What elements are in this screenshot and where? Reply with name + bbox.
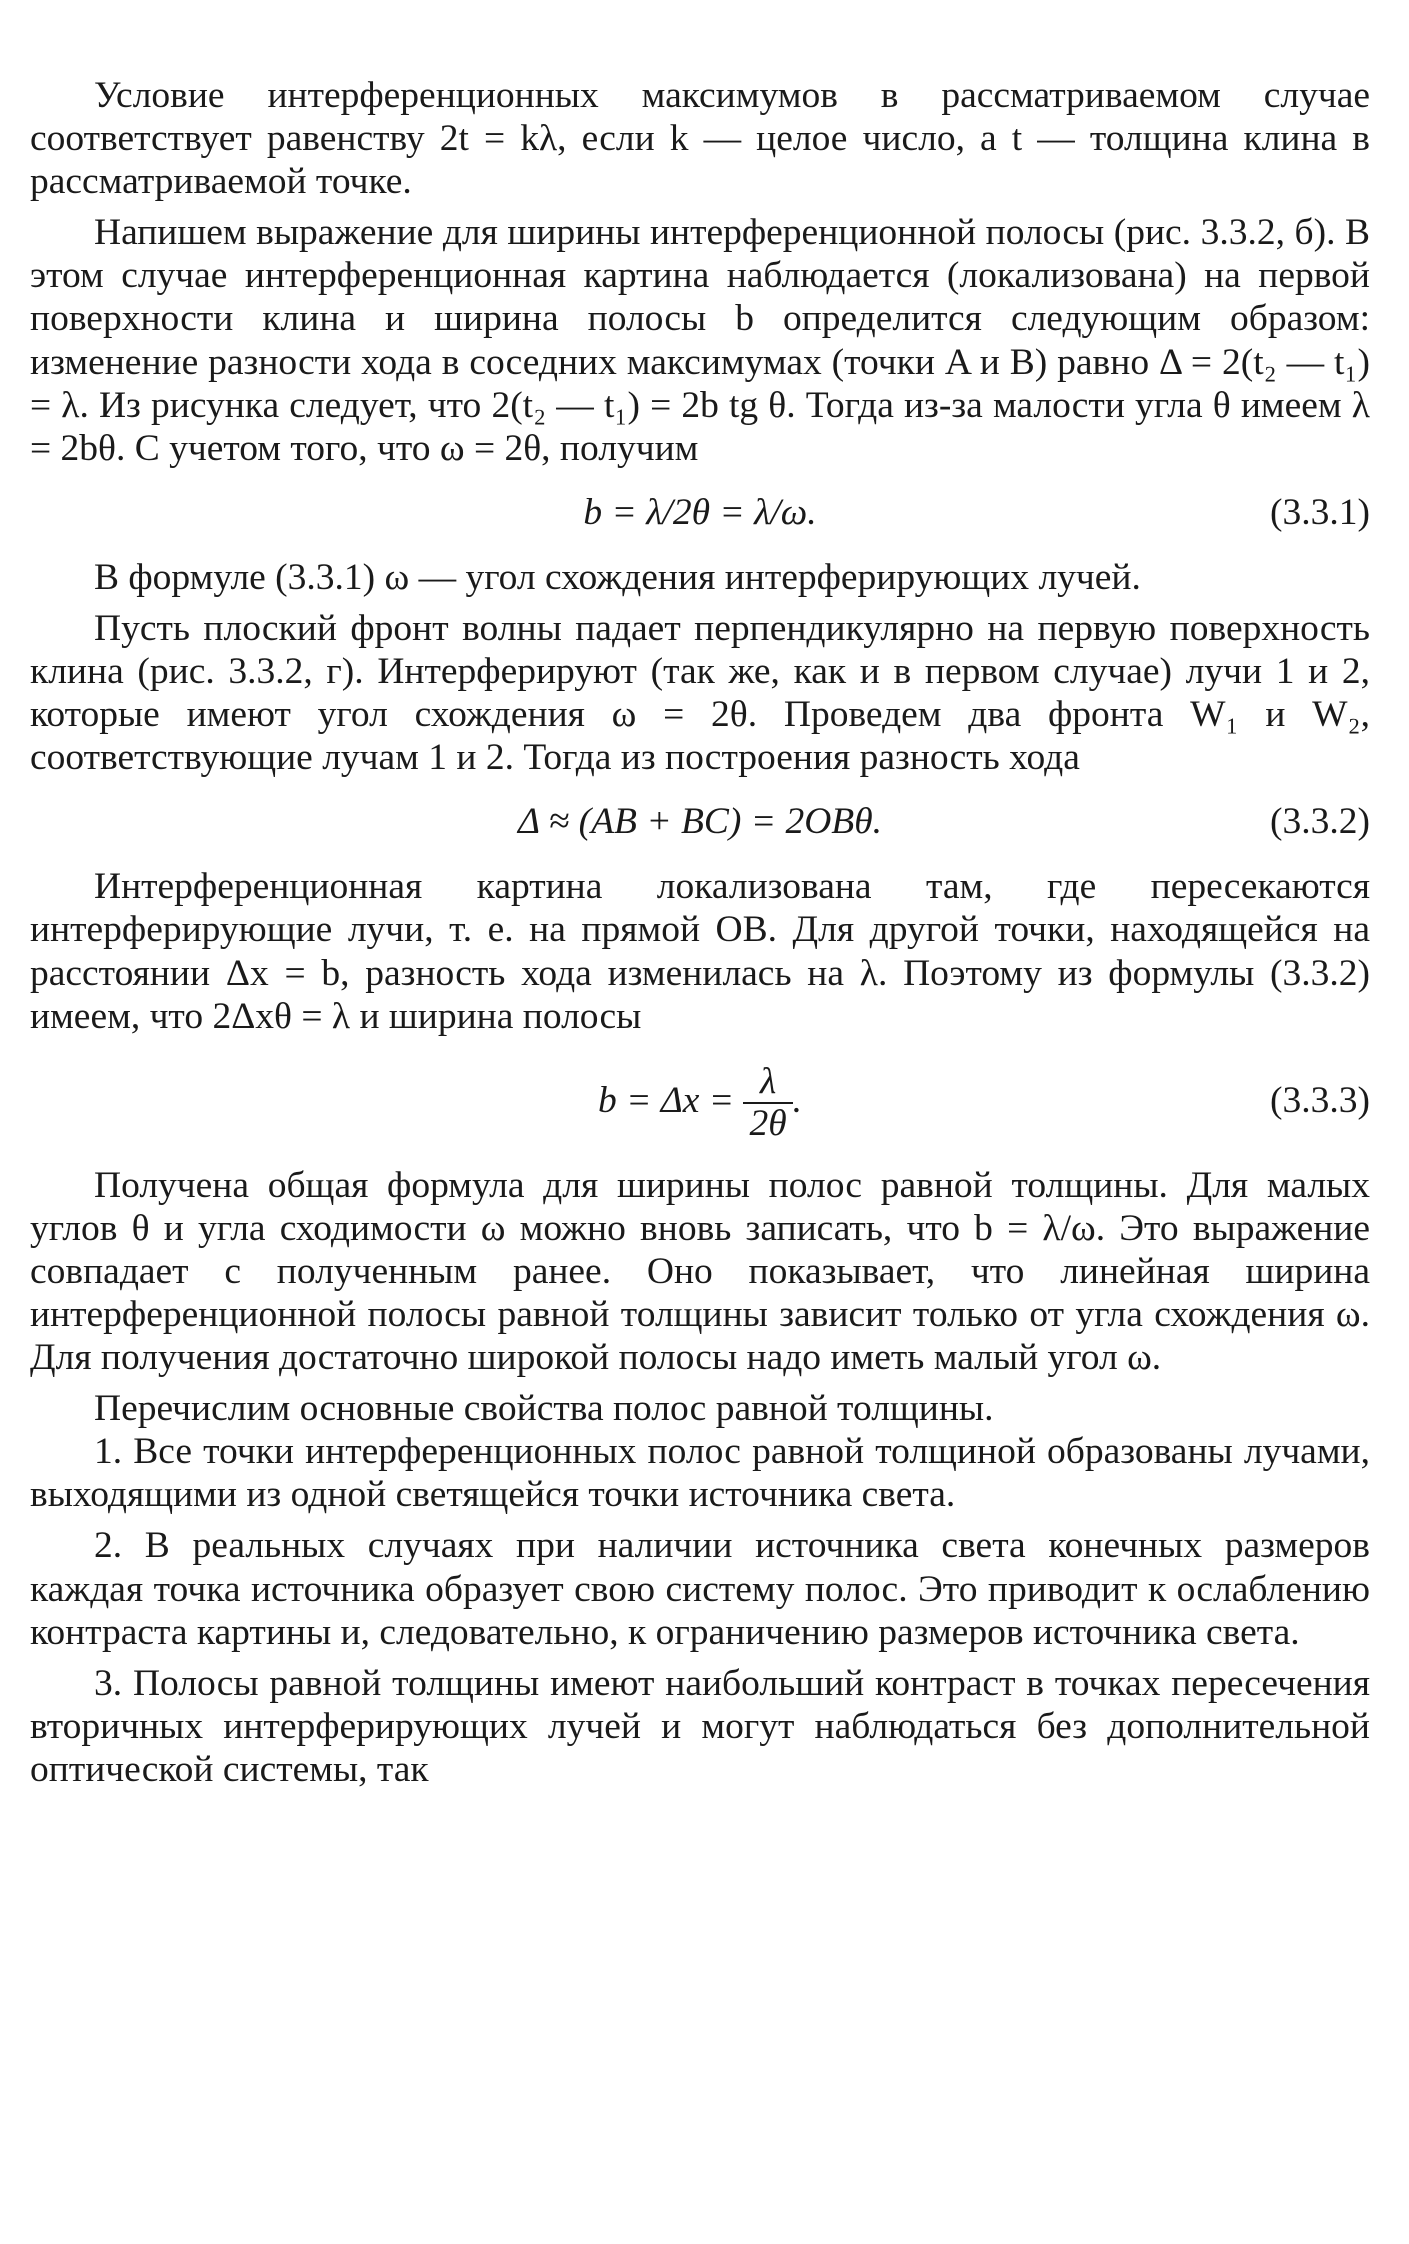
list-item-property-2: 2. В реальных случаях при наличии источника света конечных размеров каждая точка источника образует свою систему полос. Это приводит к ослаблению контраста картины и, следовательно, к ограничению размеров источника света. bbox=[30, 1525, 1370, 1653]
paragraph-convergence-angle: В формуле (3.3.1) ω — угол схождения интерферирующих лучей. bbox=[94, 556, 1141, 598]
equation-number: (3.3.3) bbox=[1270, 1079, 1370, 1121]
equation-number: (3.3.1) bbox=[1270, 491, 1370, 533]
fraction-denominator: 2θ bbox=[749, 1103, 787, 1145]
equation-tail: . bbox=[792, 1079, 803, 1121]
equation-3-3-3 bbox=[30, 1046, 1370, 1156]
paragraph-interference-maxima: Условие интерференционных максимумов в рассматриваемом случае соответствует равенству 2t = kλ, если k — целое число, а t — толщина клина в рассматриваемой точке. bbox=[30, 75, 1370, 203]
paragraph-fringe-width: Напишем выражение для ширины интерференционной полосы (рис. 3.3.2, б). В этом случае интерференционная картина наблюдается (локализована) на первой поверхности клина и ширина полосы b определится следующим образом: изменение разности хода в соседних максимумах (точки A и B) равно Δ = 2(t₂ — t₁) = λ. Из рисунка следует, что 2(t₂ — t₁) = 2b tg θ. Тогда из-за малости угла θ имеем λ = 2bθ. С учетом того, что ω = 2θ, получим bbox=[30, 212, 1370, 469]
equation-number: (3.3.2) bbox=[1270, 801, 1370, 843]
equation-formula: b = λ/2θ = λ/ω. bbox=[583, 491, 817, 533]
paragraph-properties-intro: Перечислим основные свойства полос равной толщины. bbox=[94, 1388, 994, 1430]
list-item-property-3: 3. Полосы равной толщины имеют наибольший контраст в точках пересечения вторичных интерферирующих лучей и могут наблюдаться без дополнительной оптической системы, так bbox=[30, 1662, 1370, 1790]
paragraph-plane-wavefront: Пусть плоский фронт волны падает перпендикулярно на первую поверхность клина (рис. 3.3.2, г). Интерферируют (так же, как и в первом случае) лучи 1 и 2, которые имеют угол схождения ω = 2θ. Проведем два фронта W₁ и W₂, соответствующие лучам 1 и 2. Тогда из построения разность хода bbox=[30, 607, 1370, 779]
paragraph-general-formula: Получена общая формула для ширины полос равной толщины. Для малых углов θ и угла сходимости ω можно вновь записать, что b = λ/ω. Это выражение совпадает с полученным ранее. Оно показывает, что линейная ширина интерференционной полосы равной толщины зависит только от угла схождения ω. Для получения достаточно широкой полосы надо иметь малый угол ω. bbox=[30, 1164, 1370, 1379]
equation-formula: Δ ≈ (AB + BC) = 2OBθ. bbox=[517, 801, 882, 843]
equation-3-3-2 bbox=[30, 779, 1370, 865]
fraction-numerator: λ bbox=[743, 1062, 792, 1104]
page-body bbox=[30, 74, 1370, 1791]
paragraph-localization: Интерференционная картина локализована там, где пересекаются интерферирующие лучи, т. е. на прямой OB. Для другой точки, находящейся на расстоянии Δx = b, разность хода изменилась на λ. Поэтому из формулы (3.3.2) имеем, что 2Δxθ = λ и ширина полосы bbox=[30, 866, 1370, 1037]
equation-formula bbox=[30, 1046, 1370, 1156]
fraction bbox=[743, 1062, 792, 1144]
equation-lhs: b = Δx = bbox=[597, 1079, 735, 1121]
list-item-property-1: 1. Все точки интерференционных полос равной толщиной образованы лучами, выходящими из одной светящейся точки источника света. bbox=[30, 1431, 1370, 1516]
equation-3-3-1 bbox=[30, 470, 1370, 556]
